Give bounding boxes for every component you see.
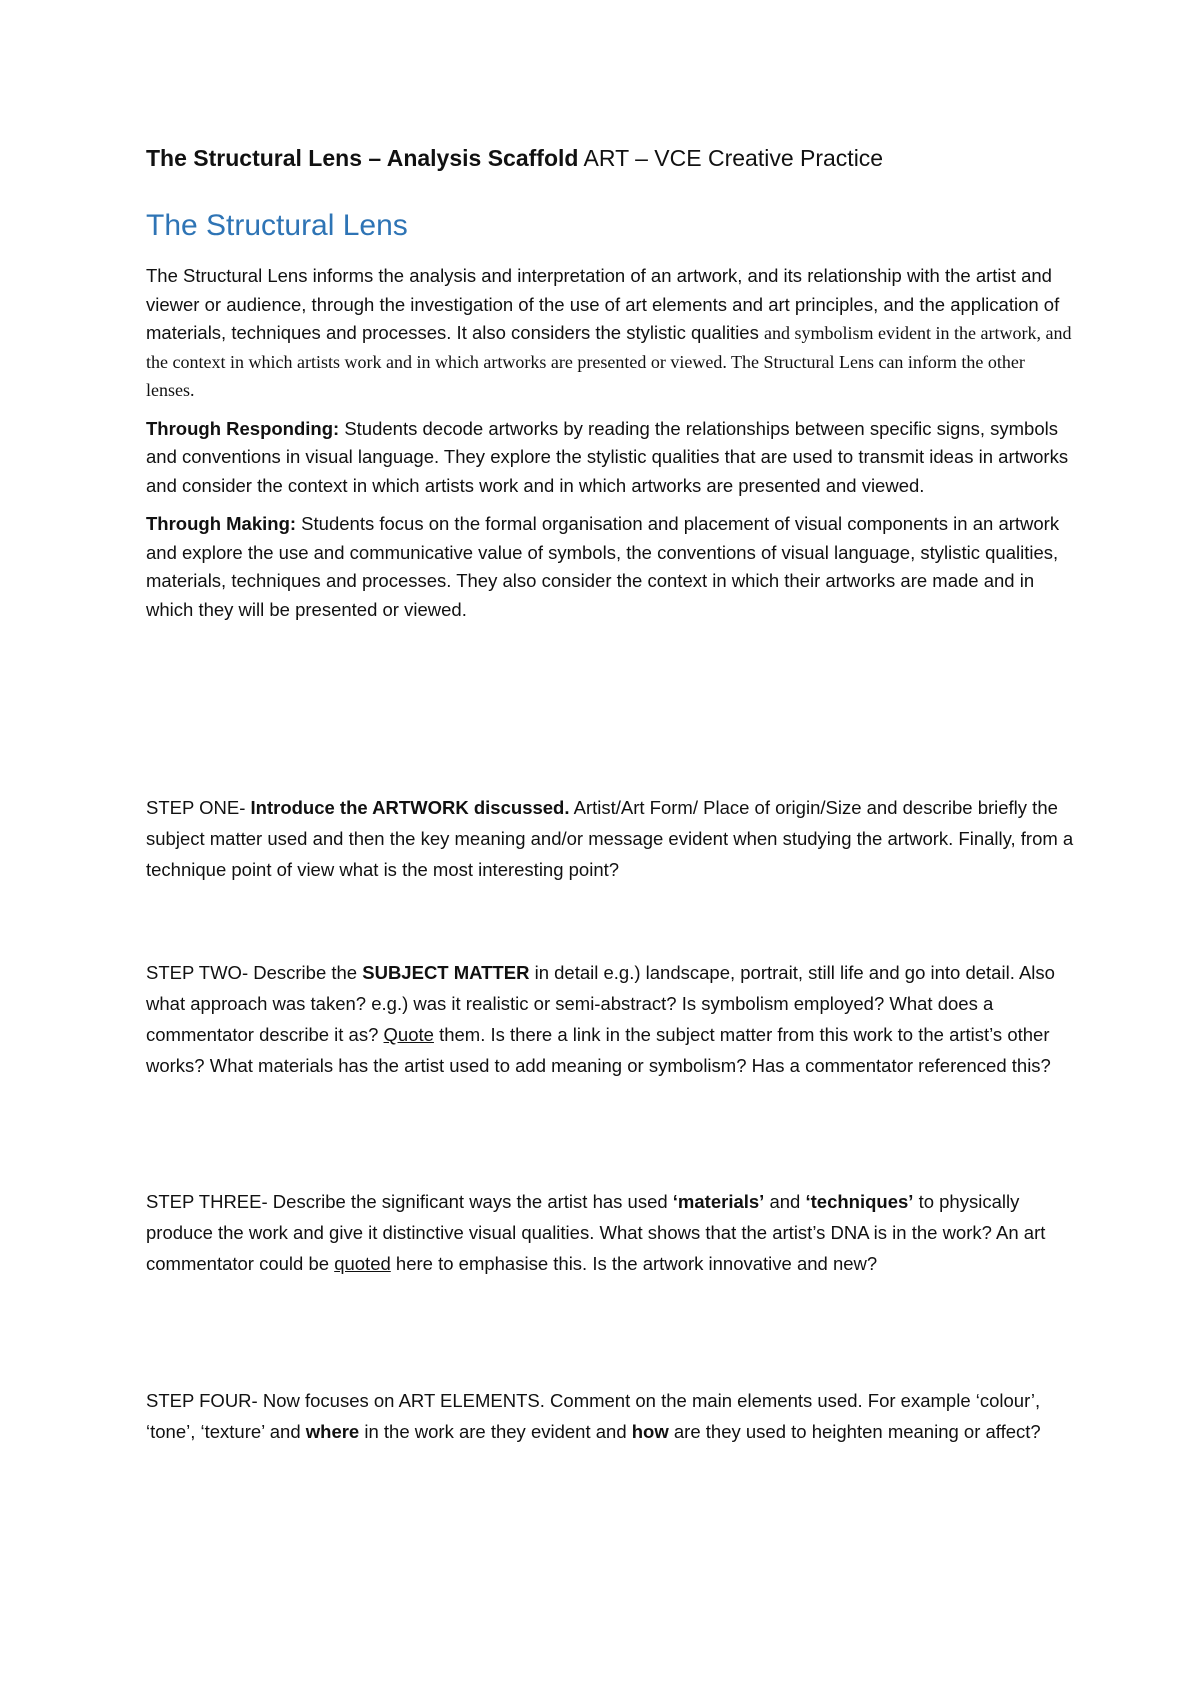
step-three-underlined: quoted <box>334 1253 391 1274</box>
step-two-prefix: STEP TWO- Describe the <box>146 962 363 983</box>
step-three-bold-b: ‘techniques’ <box>805 1191 914 1212</box>
title-subject: ART – VCE Creative Practice <box>578 145 884 171</box>
step-one-bold: Introduce the ARTWORK discussed. <box>250 797 570 818</box>
lens-heading: The Structural Lens <box>146 209 408 242</box>
step-four-text: are they used to heighten meaning or affect? <box>668 1421 1041 1442</box>
step-three <box>146 1186 1076 1279</box>
making-paragraph <box>146 510 1076 624</box>
step-two-underlined: Quote <box>383 1024 434 1045</box>
lens-intro <box>146 262 1076 405</box>
step-four-bold-a: where <box>305 1421 360 1442</box>
step-four-mid: in the work are they evident and <box>359 1421 632 1442</box>
step-four-bold-b: how <box>631 1421 669 1442</box>
responding-paragraph <box>146 415 1076 501</box>
step-three-text-b: here to emphasise this. Is the artwork innovative and new? <box>390 1253 878 1274</box>
step-three-text-a: to physically produce the work and give it distinctive visual qualities. What shows that the artist’s DNA is in the work? An art commentator could be <box>146 1191 1046 1274</box>
step-three-bold-a: ‘materials’ <box>672 1191 765 1212</box>
step-four <box>146 1385 1076 1447</box>
responding-label: Through Responding: <box>146 417 340 439</box>
step-one-prefix: STEP ONE- <box>146 797 251 818</box>
step-two-text-a: in detail e.g.) landscape, portrait, still life and go into detail. Also what approach was taken? e.g.) was it realistic or semi-abstract? Is symbolism employed? What does a commentator describe it as? <box>146 962 1055 1045</box>
title-bold: The Structural Lens – Analysis Scaffold <box>146 145 579 171</box>
step-three-prefix: STEP THREE- Describe the significant ways the artist has used <box>146 1191 673 1212</box>
step-one-text: Artist/Art Form/ Place of origin/Size and describe briefly the subject matter used and then the key meaning and/or message evident when studying the artwork. Finally, from a technique point of view what is the most interesting point? <box>146 797 1074 880</box>
step-two-text-b: them. Is there a link in the subject matter from this work to the artist’s other works? What materials has the artist used to add meaning or symbolism? Has a commentator referenced this? <box>146 1024 1051 1076</box>
step-two <box>146 957 1076 1081</box>
step-four-prefix: STEP FOUR- Now focuses on ART ELEMENTS. Comment on the main elements used. For example ‘colour’, ‘tone’, ‘texture’ and <box>146 1390 1041 1442</box>
document-title <box>146 140 1076 176</box>
step-one <box>146 792 1076 885</box>
lens-intro-sans: The Structural Lens informs the analysis and interpretation of an artwork, and its relationship with the artist and viewer or audience, through the investigation of the use of art elements and art principles, and the application of materials, techniques and processes. It also considers the stylistic qualities <box>146 265 1060 343</box>
step-three-mid: and <box>764 1191 806 1212</box>
making-text: Students focus on the formal organisation and placement of visual components in an artwork and explore the use and communicative value of symbols, the conventions of visual language, stylistic qualities, materials, techniques and processes. They also consider the context in which their artworks are made and in which they will be presented or viewed. <box>146 513 1060 620</box>
document-page <box>146 140 1076 1442</box>
responding-text: Students decode artworks by reading the relationships between specific signs, symbols and conventions in visual language. They explore the stylistic qualities that are used to transmit ideas in artworks and consider the context in which artists work and in which artworks are presented and viewed. <box>146 417 1069 496</box>
step-two-bold: SUBJECT MATTER <box>362 962 530 983</box>
lens-intro-serif: and symbolism evident in the artwork, and the context in which artists work and in which artworks are presented or viewed. The Structural Lens can inform the other lenses. <box>146 323 1072 400</box>
making-label: Through Making: <box>146 513 297 534</box>
